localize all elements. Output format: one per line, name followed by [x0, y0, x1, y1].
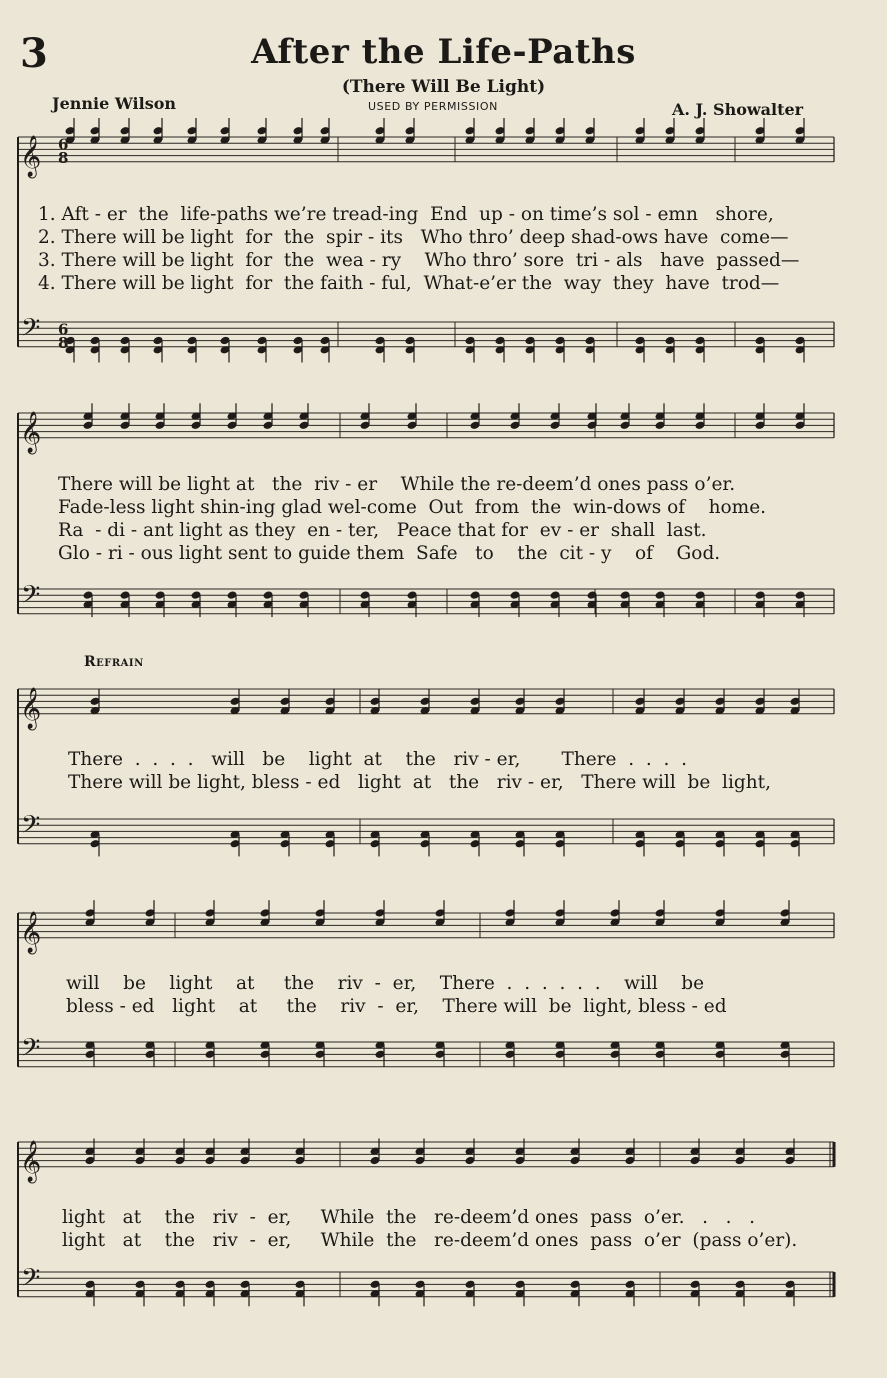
treble-clef-icon: 𝄞 [20, 135, 42, 177]
refrain-line-1: There . . . . will be light at the riv - er, There . . . . [68, 749, 688, 770]
treble-clef-icon: 𝄞 [20, 1140, 42, 1182]
verse-line-4: 4. There will be light for the faith - ful, What-e’er the way they have trod— [38, 273, 780, 294]
time-signature-denominator: 8 [58, 333, 69, 352]
refrain-line-1: will be light at the riv - er, There . . . . . . will be [66, 973, 705, 994]
verse-line-3: Ra - di - ant light as they en - ter, Peace that for ev - er shall last. [58, 520, 707, 541]
verse-line-1: There will be light at the riv - er While the re-deem’d ones pass o’er. [58, 474, 736, 495]
bass-clef-icon: 𝄢 [21, 1033, 41, 1069]
hymn-subtitle: (There Will Be Light) [341, 77, 546, 97]
composer-credit: A. J. Showalter [672, 100, 804, 119]
treble-clef-icon: 𝄞 [20, 687, 42, 729]
bass-clef-icon: 𝄢 [21, 1263, 41, 1299]
refrain-line-1: light at the riv - er, While the re-deem’d ones pass o’er. . . . [62, 1207, 756, 1228]
treble-clef-icon: 𝄞 [20, 911, 42, 953]
lyricist-credit: Jennie Wilson [52, 94, 176, 113]
verse-line-2: Fade-less light shin-ing glad wel-come Out from the win-dows of home. [58, 497, 767, 518]
permission-note: USED BY PERMISSION [368, 100, 498, 113]
bass-clef-icon: 𝄢 [21, 810, 41, 846]
verse-line-3: 3. There will be light for the wea - ry Who thro’ sore tri - als have passed— [38, 250, 800, 271]
hymn-number: 3 [20, 30, 48, 77]
time-signature-numerator: 6 [58, 135, 69, 154]
time-signature-denominator: 8 [58, 148, 69, 167]
time-signature-numerator: 6 [58, 320, 69, 339]
refrain-label: Refrain [84, 654, 144, 670]
treble-clef-icon: 𝄞 [20, 411, 42, 453]
verse-line-4: Glo - ri - ous light sent to guide them Safe to the cit - y of God. [58, 543, 721, 564]
hymn-title: After the Life-Paths [251, 32, 636, 72]
refrain-line-2: light at the riv - er, While the re-deem’d ones pass o’er (pass o’er). [62, 1230, 798, 1251]
refrain-line-2: bless - ed light at the riv - er, There will be light, bless - ed [66, 996, 727, 1017]
bass-clef-icon: 𝄢 [21, 313, 41, 349]
verse-line-1: 1. Aft - er the life-paths we’re tread-ing End up - on time’s sol - emn shore, [38, 204, 774, 225]
refrain-line-2: There will be light, bless - ed light at the riv - er, There will be light, [68, 772, 771, 793]
verse-line-2: 2. There will be light for the spir - its Who thro’ deep shad-ows have come— [38, 227, 789, 248]
bass-clef-icon: 𝄢 [21, 580, 41, 616]
